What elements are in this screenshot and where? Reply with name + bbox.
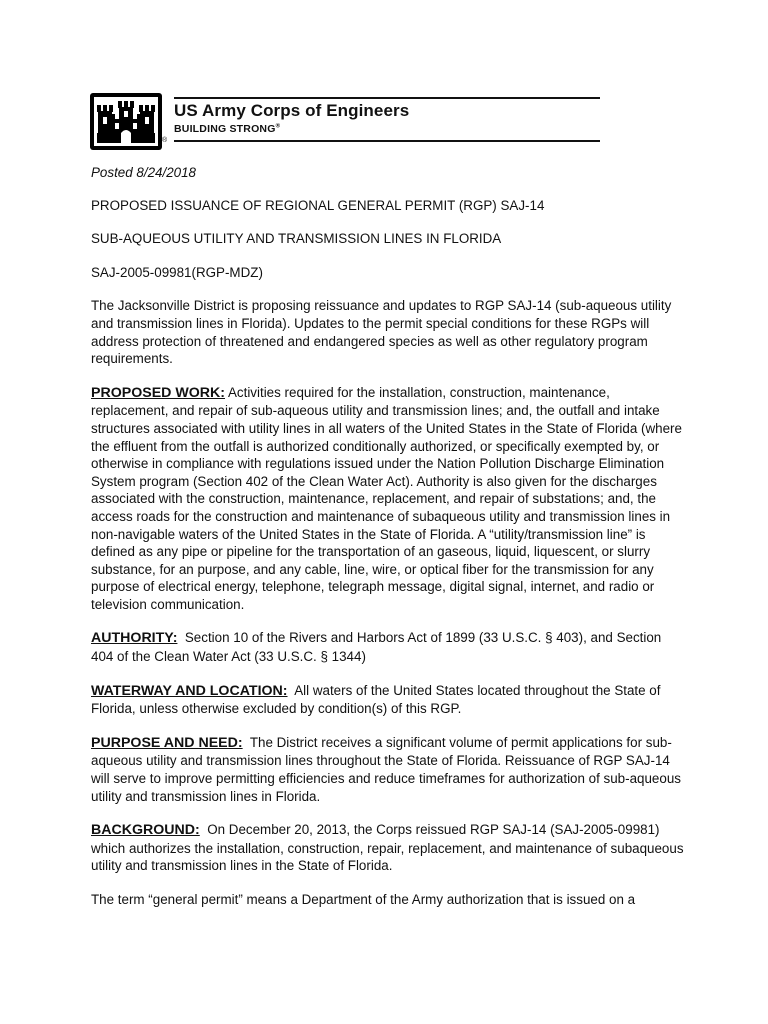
purpose-text: The District receives a significant volume of permit applications for sub-aqueous utility and transmission lines throughout the State of Florida. Reissuance of RGP SAJ-14 will serve to improve permitting efficiencies and reduce timeframes for authorization of sub-aqueous utility and transmission lines in Florida. [91,734,685,804]
notice-subtitle: SUB-AQUEOUS UTILITY AND TRANSMISSION LINES IN FLORIDA [91,231,502,247]
waterway-text: All waters of the United States located throughout the State of Florida, unless otherwise excluded by condition(s) of this RGP. [91,682,665,717]
registered-mark: ® [162,137,168,144]
notice-title: PROPOSED ISSUANCE OF REGIONAL GENERAL PERMIT (RGP) SAJ-14 [91,197,545,213]
waterway-section [91,682,685,718]
document-body [91,164,688,925]
proposed-work-section [91,384,685,614]
castle-logo-icon [90,93,162,150]
purpose-section [91,734,685,805]
background-text: On December 20, 2013, the Corps reissued RGP SAJ-14 (SAJ-2005-09981) which authorizes the installation, construction, repair, replacement, and maintenance of subaqueous utility and transmission lines in the State of Florida. [91,822,688,874]
posted-date: Posted 8/24/2018 [91,165,196,180]
background-section [91,821,688,875]
tagline-text: BUILDING STRONG [174,123,276,135]
intro-paragraph: The Jacksonville District is proposing reissuance and updates to RGP SAJ-14 (sub-aqueous utility and transmission lines in Florida). Updates to the permit special conditions for these RGPs will address protection of threatened and endangered species as well as other regulatory program requirements. [91,298,672,367]
closing-paragraph: The term “general permit” means a Department of the Army authorization that is issued on a [91,892,636,907]
proposed-work-text: Activities required for the installation, construction, maintenance, replacement, and repair of sub-aqueous utility and transmission lines; and, the outfall and intake structures associated with utility lines in all waters of the United States in the State of Florida (where the effluent from the outfall is authorized conditionally authorized, or specifically exempted by, or otherwise in compliance with regulations issued under the Nation Pollution Discharge Elimination System program (Section 402 of the Clean Water Act). Authority is also given for the discharges associated with the construction, maintenance, replacement, and repair of substations; and, the access roads for the construction and maintenance of subaqueous utility and transmission lines in non-navigable waters of the United States in the State of Florida. A “utility/transmission line” is defined as any pipe or pipeline for the transportation of an gaseous, liquid, liquescent, or slurry substance, for an purpose, and any cable, line, wire, or optical fiber for the transmission for any purpose of electrical energy, telephone, telegraph message, digital signal, internet, and radio or television communication. [91,384,682,612]
authority-heading: AUTHORITY: [91,630,178,647]
background-heading: BACKGROUND: [91,822,200,839]
proposed-work-heading: PROPOSED WORK: [91,384,225,401]
header-rule-bottom [174,140,600,142]
authority-section [91,629,685,665]
waterway-heading: WATERWAY AND LOCATION: [91,682,288,699]
header-rule-top [174,97,600,99]
authority-text: Section 10 of the Rivers and Harbors Act of 1899 (33 U.S.C. § 403), and Section 404 of the Clean Water Act (33 U.S.C. § 1344) [91,630,665,665]
purpose-heading: PURPOSE AND NEED: [91,734,243,751]
letterhead [90,93,600,153]
reference-number: SAJ-2005-09981(RGP-MDZ) [91,264,263,280]
organization-name: US Army Corps of Engineers [174,101,410,120]
tagline-registered-mark: ® [275,123,281,130]
tagline [174,123,280,135]
